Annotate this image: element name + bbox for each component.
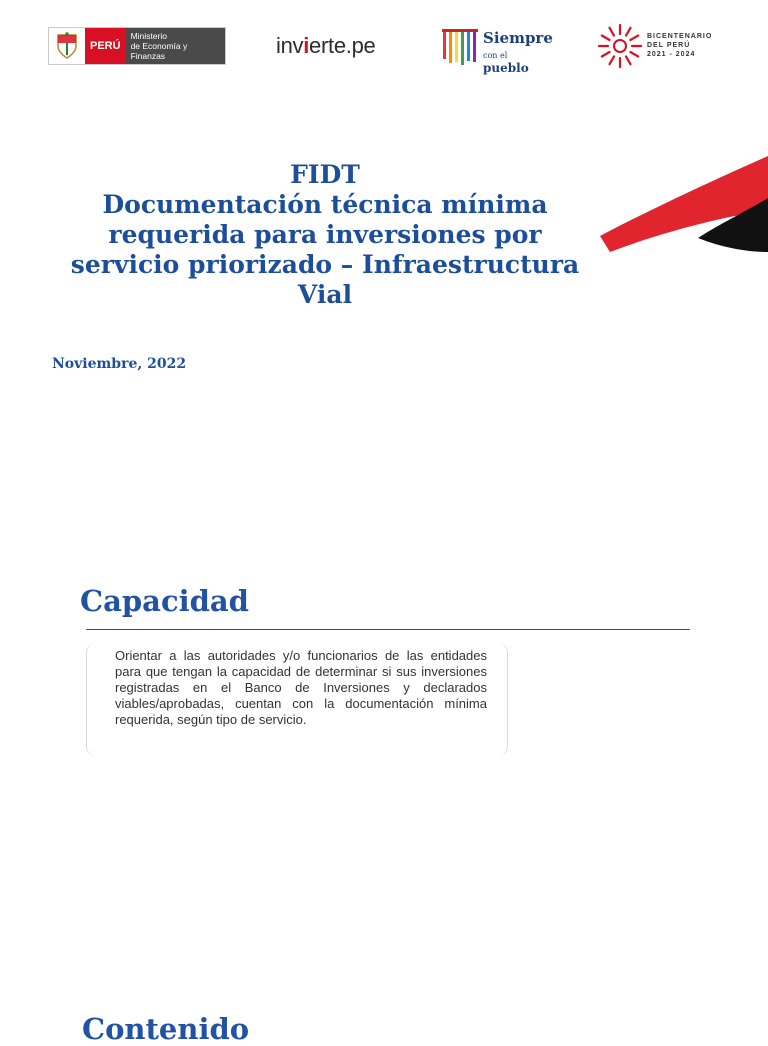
con-el-pueblo-text: con el pueblo (483, 51, 529, 75)
next-section-heading: Contenido (82, 1012, 250, 1046)
siempre-con-el-pueblo-logo (441, 27, 556, 75)
colored-bars-icon (441, 27, 479, 67)
peru-label: PERÚ (85, 28, 126, 64)
document-title: FIDT Documentación técnica mínima requerida para inversiones por servicio priorizado – Infraestructura Vial (70, 160, 580, 309)
document-date: Noviembre, 2022 (52, 356, 187, 372)
peru-mef-logo (48, 27, 226, 65)
invierte-pe-logo: invierte.pe (276, 33, 376, 58)
section-heading-capacidad: Capacidad (80, 584, 249, 618)
bicentenario-rays-icon (596, 22, 644, 70)
decorative-swoosh (598, 148, 768, 258)
bicentenario-logo (596, 22, 726, 70)
bicentenario-text: BICENTENARIO DEL PERÚ 2021 - 2024 (647, 33, 713, 58)
section-divider (86, 629, 690, 630)
siempre-text: Siempre (483, 29, 553, 47)
peru-coat-of-arms-icon (49, 28, 85, 64)
ministry-label: Ministerio de Economía y Finanzas (126, 28, 225, 64)
section-body-text: Orientar a las autoridades y/o funcionarios de las entidades para que tengan la capacidad de determinar si sus inversiones registradas en el Banco de Inversiones y declarados viables/aprobadas, cuentan con la documentación mínima requerida, según tipo de servicio. (115, 648, 487, 727)
